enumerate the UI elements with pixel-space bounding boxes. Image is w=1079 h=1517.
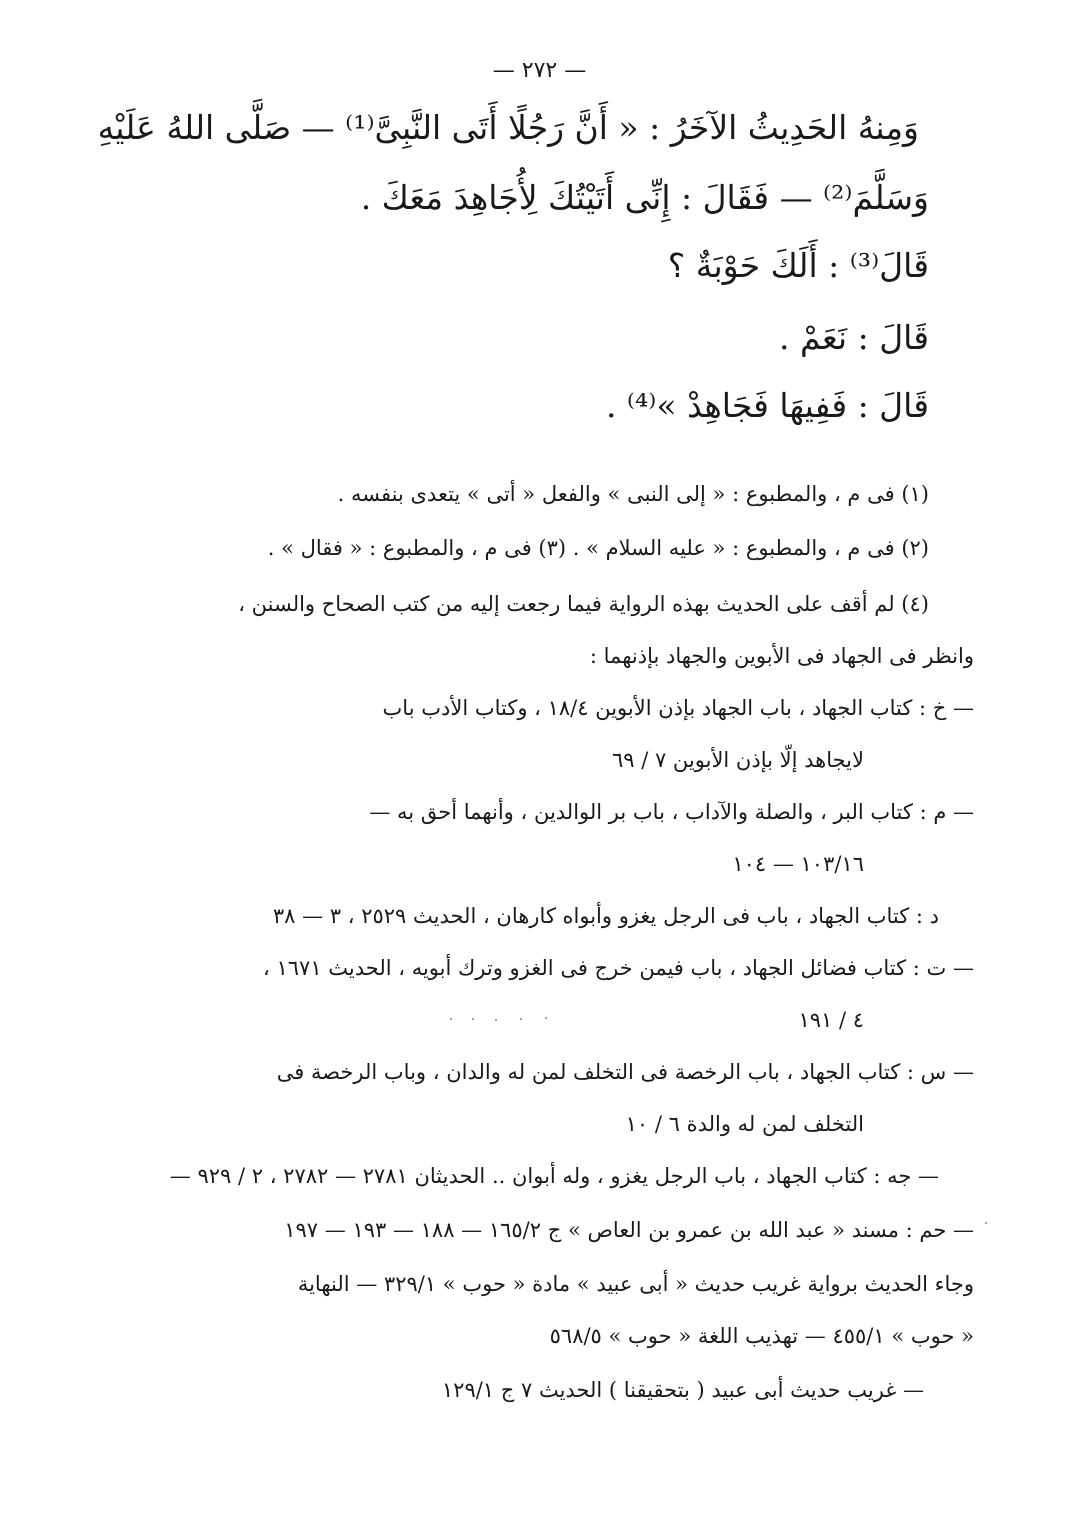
gharib-line: وجاء الحديث برواية غريب حديث « أبى عبيد » مادة « حوب » ٣٢٩/١ — النهاية [297, 1272, 974, 1296]
ref-m: — م : كتاب البر ، والصلة والآداب ، باب بر الوالدين ، وأنهما أحق به — [369, 800, 974, 824]
scan-speck [985, 1222, 987, 1224]
main-line-3: قَالَ⁽³⁾ : أَلَكَ حَوْبَةٌ ؟ [667, 246, 929, 285]
ref-s: — س : كتاب الجهاد ، باب الرخصة فى التخلف لمن له والدان ، وباب الرخصة فى [276, 1060, 974, 1084]
ref-m-cont: ١٠٣/١٦ — ١٠٤ [732, 852, 864, 876]
footnote-1: (١) فى م ، والمطبوع : « إلى النبى » والفعل « أتى » يتعدى بنفسه . [337, 482, 929, 506]
ref-gharib-tahqiq: — غريب حديث أبى عبيد ( بتحقيقنا ) الحديث ٧ ج ١٢٩/١ [441, 1378, 924, 1402]
ref-t: — ت : كتاب فضائل الجهاد ، باب فيمن خرج فى الغزو وترك أبويه ، الحديث ١٦٧١ ، [263, 956, 974, 980]
ref-kh: — خ : كتاب الجهاد ، باب الجهاد بإذن الأبوين ١٨/٤ ، وكتاب الأدب باب [382, 696, 974, 720]
scan-speck [450, 1018, 452, 1020]
ref-s-cont: التخلف لمن له والدة ٦ / ١٠ [625, 1112, 864, 1136]
scan-speck [495, 1019, 497, 1021]
ref-hm: — حم : مسند « عبد الله بن عمرو بن العاص » ج ١٦٥/٢ — ١٨٨ — ١٩٣ — ١٩٧ [284, 1218, 974, 1242]
footnote-4: (٤) لم أقف على الحديث بهذه الرواية فيما رجعت إليه من كتب الصحاح والسنن ، [238, 592, 929, 616]
main-line-4: قَالَ : نَعَمْ . [779, 318, 929, 357]
main-line-1: وَمِنهُ الحَدِيثُ الآخَرُ : « أَنَّ رَجُلًا أَتَى النَّبِىَّ⁽¹⁾ — صَلَّى اللهُ عَلَيْهِ [97, 108, 919, 147]
main-line-5: قَالَ : فَفِيهَا فَجَاهِدْ »⁽⁴⁾ . [605, 386, 929, 425]
scan-speck [472, 1018, 474, 1020]
main-line-2: وَسَلَّمَ⁽²⁾ — فَقَالَ : إِنِّى أَتَيْتُكَ لِأُجَاهِدَ مَعَكَ . [360, 178, 929, 217]
footnote-4-cont: وانظر فى الجهاد فى الأبوين والجهاد بإذنهما : [589, 644, 974, 668]
ref-jh: — جه : كتاب الجهاد ، باب الرجل يغزو ، وله أبوان .. الحديثان ٢٧٨١ — ٢٧٨٢ ، ٢ / ٩٢٩ — [169, 1164, 939, 1188]
scan-speck [520, 1018, 522, 1020]
ref-t-cont: ٤ / ١٩١ [798, 1008, 864, 1032]
scan-speck [545, 1017, 547, 1019]
ref-d: د : كتاب الجهاد ، باب فى الرجل يغزو وأبواه كارهان ، الحديث ٢٥٢٩ ، ٣ — ٣٨ [272, 904, 939, 928]
footnote-2-3: (٢) فى م ، والمطبوع : « عليه السلام » . (٣) فى م ، والمطبوع : « فقال » . [267, 536, 929, 560]
gharib-line-cont: « حوب » ٤٥٥/١ — تهذيب اللغة « حوب » ٥٦٨/٥ [549, 1324, 974, 1348]
ref-kh-cont: لايجاهد إلّا بإذن الأبوين ٧ / ٦٩ [611, 748, 864, 772]
page-number: — ٢٧٢ — [492, 58, 587, 83]
